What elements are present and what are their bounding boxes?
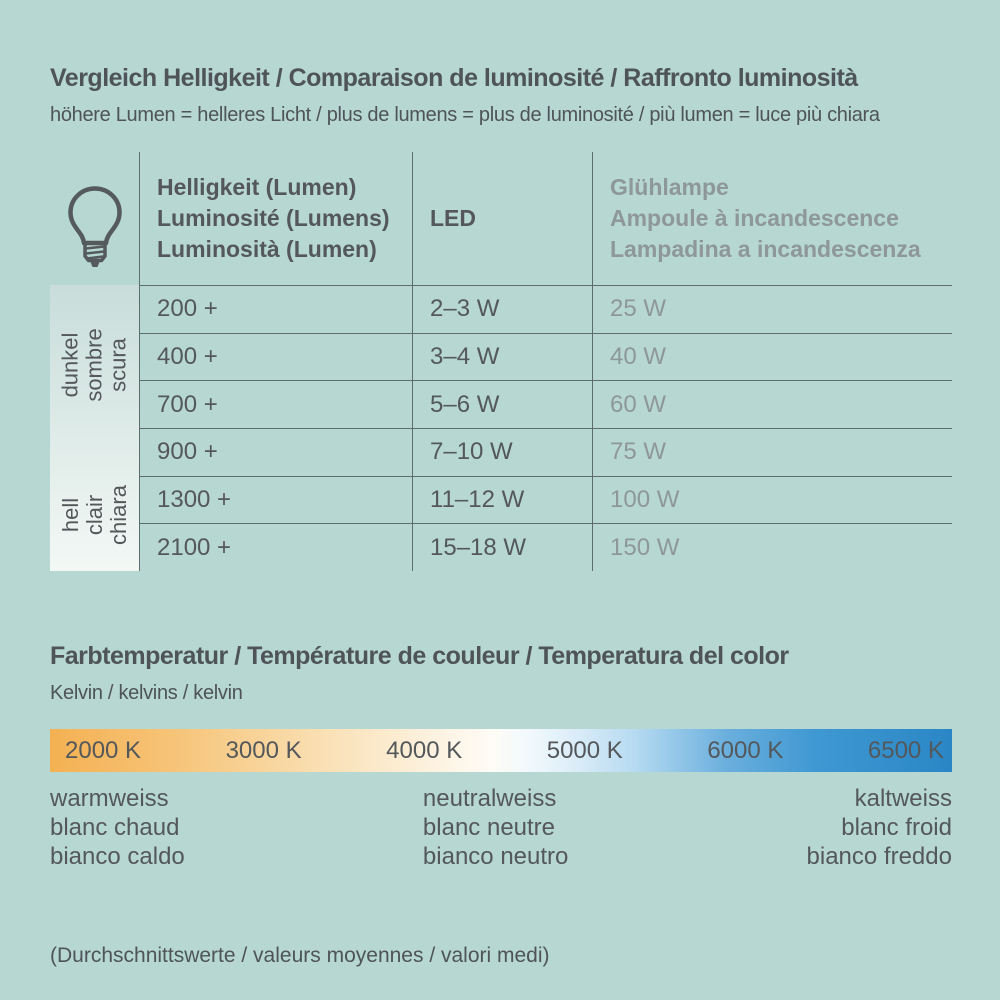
kelvin-tick-label: 6000 K (707, 736, 784, 764)
desc-line: bianco freddo (806, 843, 952, 870)
table-cell-lumen: 900 + (139, 428, 412, 476)
desc-line: warmweiss (50, 785, 169, 812)
row-group-word: dunkel (57, 332, 83, 398)
row-group-word: sombre (81, 328, 107, 402)
column-header-lumen (139, 152, 412, 285)
row-group-word: hell (57, 498, 83, 533)
desc-line: neutralweiss (422, 785, 557, 812)
table-cell-led: 11–12 W (412, 476, 592, 524)
white-tone-descriptions (50, 784, 952, 871)
desc-line: bianco caldo (50, 843, 185, 870)
header-line: Luminosité (Lumens) (157, 205, 390, 231)
neutral-white-label (423, 784, 568, 871)
table-cell-lumen: 700 + (139, 380, 412, 428)
row-group-label-bright (57, 461, 131, 569)
table-cell-lumen: 200 + (139, 285, 412, 333)
temperature-section-title: Farbtemperatur / Température de couleur / Temperatura del color (50, 642, 789, 670)
desc-line: blanc neutre (422, 814, 556, 841)
table-cell-led: 15–18 W (412, 523, 592, 571)
desc-line: blanc froid (841, 814, 952, 841)
average-values-note: (Durchschnittswerte / valeurs moyennes / valori medi) (50, 944, 550, 967)
kelvin-tick-label: 4000 K (386, 736, 463, 764)
kelvin-tick-label: 3000 K (225, 736, 302, 764)
table-cell-led: 2–3 W (412, 285, 592, 333)
table-cell-led: 5–6 W (412, 380, 592, 428)
page-subtitle: höhere Lumen = helleres Licht / plus de lumens = plus de luminosité / più lumen = luce più chiara (50, 104, 880, 126)
table-cell-lumen: 2100 + (139, 523, 412, 571)
row-group-word: clair (81, 494, 107, 536)
header-line: Ampoule à incandescence (610, 205, 899, 231)
table-cell-incandescent: 60 W (592, 380, 952, 428)
desc-line: kaltweiss (854, 785, 952, 812)
header-line: LED (430, 205, 476, 231)
header-line: Glühlampe (610, 174, 729, 200)
table-cell-incandescent: 75 W (592, 428, 952, 476)
kelvin-tick-label: 6500 K (867, 736, 944, 764)
table-cell-led: 7–10 W (412, 428, 592, 476)
table-cell-led: 3–4 W (412, 333, 592, 381)
desc-line: bianco neutro (422, 843, 569, 870)
brightness-table (50, 152, 952, 571)
header-line: Helligkeit (Lumen) (157, 174, 357, 200)
header-line: Lampadina a incandescenza (610, 236, 921, 262)
desc-line: blanc chaud (50, 814, 180, 841)
row-group-word: chiara (105, 485, 131, 546)
row-group-label-dark (58, 289, 131, 441)
brightness-scale-strip (50, 285, 139, 571)
table-cell-incandescent: 25 W (592, 285, 952, 333)
light-bulb-icon (50, 152, 139, 285)
temperature-section-subtitle: Kelvin / kelvins / kelvin (50, 682, 243, 704)
kelvin-tick-label: 2000 K (65, 736, 142, 764)
table-cell-lumen: 400 + (139, 333, 412, 381)
cold-white-label (807, 784, 952, 871)
header-line: Luminosità (Lumen) (157, 236, 377, 262)
table-cell-incandescent: 150 W (592, 523, 952, 571)
table-cell-lumen: 1300 + (139, 476, 412, 524)
page-title: Vergleich Helligkeit / Comparaison de luminosité / Raffronto luminosità (50, 64, 858, 92)
row-group-word: scura (105, 338, 131, 392)
column-header-incandescent (592, 152, 952, 285)
column-header-led (412, 152, 592, 285)
table-cell-incandescent: 100 W (592, 476, 952, 524)
kelvin-gradient-bar (50, 729, 952, 772)
kelvin-tick-label: 5000 K (546, 736, 623, 764)
table-cell-incandescent: 40 W (592, 333, 952, 381)
warm-white-label (50, 784, 185, 871)
